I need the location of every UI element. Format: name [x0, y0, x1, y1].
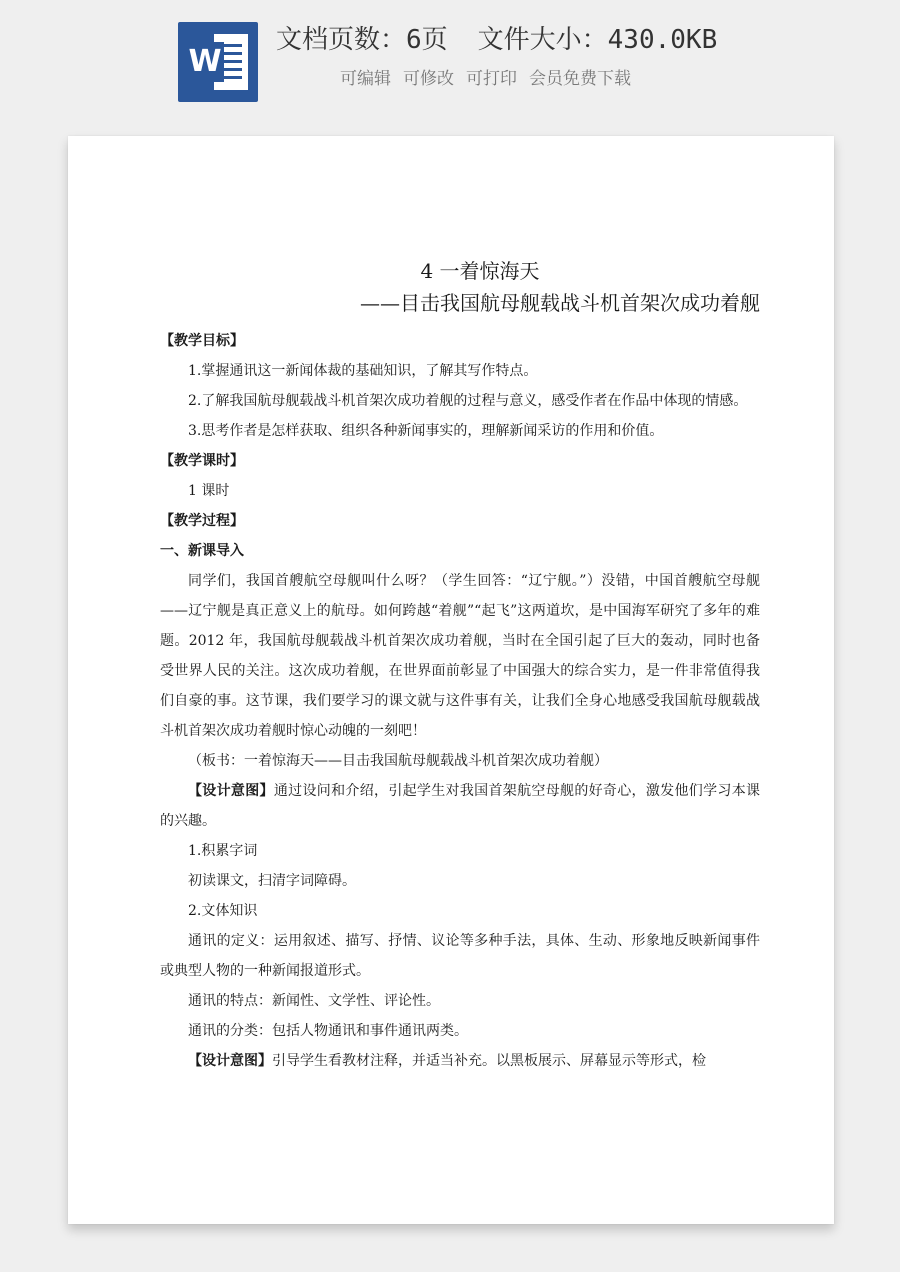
page-count: 文档页数：6页 [276, 25, 448, 55]
file-size: 文件大小：430.0KB [477, 25, 718, 55]
item-vocabulary: 1.积累字词 [188, 843, 258, 859]
feature-list [340, 66, 643, 92]
design-intent-label: 【设计意图】 [188, 1053, 272, 1069]
goal-3: 3.思考作者是怎样获取、组织各种新闻事实的，理解新闻采访的作用和价值。 [188, 423, 664, 439]
feature-member-download: 会员免费下载 [529, 69, 631, 89]
goals-heading: 【教学目标】 [160, 333, 244, 349]
genre-features: 通讯的特点：新闻性、文学性、评论性。 [188, 993, 440, 1009]
intro-paragraph: 同学们，我国首艘航空母舰叫什么呀？（学生回答：“辽宁舰。”）没错，中国首艘航空母舰——辽宁舰是真正意义上的航母。如何跨越“着舰”“起飞”这两道坎，是中国海军研究了多年的难题。2012 年，我国航母舰载战斗机首架次成功着舰，当时在全国引起了巨大的轰动，同时也备受世界人民的关注。这次成功着舰，在世界面前彰显了中国强大的综合实力，是一件非常值得我们自豪的事。这节课，我们要学习的课文就与这件事有关，让我们全身心地感受我国航母舰载战斗机首架次成功着舰时惊心动魄的一刻吧！ [160, 573, 760, 739]
document-content [160, 256, 760, 1076]
board-note: （板书：一着惊海天——目击我国航母舰载战斗机首架次成功着舰） [188, 753, 608, 769]
genre-definition: 通讯的定义：运用叙述、描写、抒情、议论等多种手法，具体、生动、形象地反映新闻事件或典型人物的一种新闻报道形式。 [160, 933, 760, 979]
feature-modifiable: 可修改 [403, 69, 454, 89]
document-subtitle: ——目击我国航母舰载战斗机首架次成功着舰 [360, 291, 760, 315]
download-info-header [0, 0, 900, 130]
feature-editable: 可编辑 [340, 69, 391, 89]
item-vocabulary-text: 初读课文，扫清字词障碍。 [188, 873, 356, 889]
document-title: 4 一着惊海天 [420, 259, 540, 283]
design-intent-text: 引导学生看教材注释，并适当补充。以黑板展示、屏幕显示等形式，检 [272, 1053, 706, 1069]
word-letter: W [186, 42, 224, 82]
section-new-lesson: 一、新课导入 [160, 543, 244, 559]
goal-2: 2.了解我国航母舰载战斗机首架次成功着舰的过程与意义，感受作者在作品中体现的情感。 [188, 393, 748, 409]
goal-1: 1.掌握通讯这一新闻体裁的基础知识，了解其写作特点。 [188, 363, 538, 379]
document-page [68, 136, 834, 1224]
process-heading: 【教学过程】 [160, 513, 244, 529]
feature-printable: 可打印 [466, 69, 517, 89]
file-meta [276, 20, 717, 60]
design-intent-1 [160, 776, 760, 836]
item-genre: 2.文体知识 [188, 903, 258, 919]
design-intent-text: 通过设问和介绍，引起学生对我国首架航空母舰的好奇心，激发他们学习本课的兴趣。 [160, 783, 761, 829]
genre-types: 通讯的分类：包括人物通讯和事件通讯两类。 [188, 1023, 468, 1039]
design-intent-2 [160, 1046, 760, 1076]
hours-text: 1 课时 [188, 483, 230, 499]
word-document-icon [178, 22, 258, 102]
design-intent-label: 【设计意图】 [188, 783, 274, 799]
hours-heading: 【教学课时】 [160, 453, 244, 469]
